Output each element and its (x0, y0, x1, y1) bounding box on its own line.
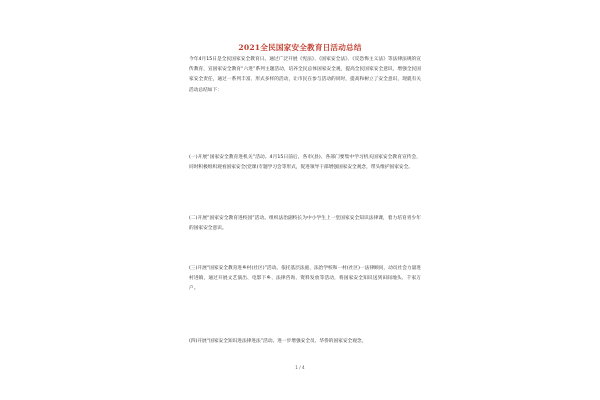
document-title: 2021全民国家安全教育日活动总结 (238, 43, 362, 52)
section-three-paragraph: (三)开展“国家安全教育进乡村(社区)”活动。依托基层法庭、法治学校和一村(社区)一法律顾问，动员社会力量进村进镇，通过开展文艺演出、电影下乡、法律咨询、资料发放等活动，将国家安全知识送到田间地头、千家万户。 (189, 266, 421, 292)
section-two-paragraph: (二)开展“国家安全教育进校园”活动。组织法治副校长为中小学生上一堂国家安全知识法律课，着力培育青少年的国家安全意识。 (189, 216, 421, 232)
section-four-paragraph: (四)开展“国家安全知识进法律进法”活动。进一步增强安全员、华侨的国家安全观念。 (189, 339, 367, 344)
page-number: 1 / 4 (295, 365, 305, 370)
section-one-paragraph: (一)开展“国家安全教育进机关”活动。4月15日前后，各市(县)、各部门要集中学习机关国家安全教育宣传会，同时积极组织观看国家安全(党课)专题学习会等形式，促进领导干部增强国家安全观念，带头维护国家安全。 (189, 155, 421, 171)
intro-paragraph: 今年4月15日是全民国家安全教育日。通过广泛开展《宪法》、《国家安全法》、《反恐怖主义法》等法律法规的宣传教育，宣国家安全教育“六进”系列主题活动，培养全民总体国家安全观，提高全民国家安全意识，增强全民国家安全责任，通过一系列丰富、形式多样的活动，让市民在参与活动的同时，提高和树立了安全意识，现就有关活动总结如下： (189, 57, 421, 93)
